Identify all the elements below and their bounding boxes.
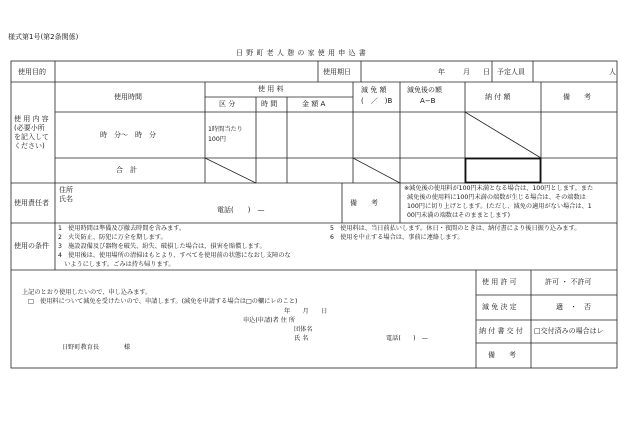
after-reduction-header-2: A−B: [420, 97, 436, 105]
day-label: 日: [483, 68, 490, 76]
note-line-3: 100円に切り上げとします。(ただし、減免の適用がない場合は、1: [407, 203, 592, 210]
office-remarks-label: 備 考: [488, 351, 516, 359]
person-name: 氏 名: [294, 335, 309, 342]
people-unit: 人: [609, 68, 616, 76]
permit-value: 許可 ・ 不許可: [545, 278, 592, 286]
fee-sub-amount: 金 額 A: [302, 100, 326, 108]
applicant-address: 申込(申請)者 住 所: [243, 317, 296, 324]
time-header: 使用時間: [114, 93, 142, 101]
content-label-2: (必要小所: [14, 124, 45, 132]
responsible-label: 使用責任者: [14, 199, 49, 207]
content-label-3: を記入して: [14, 133, 49, 141]
condition-4b: いようにします。ごみは持ち帰ります。: [58, 261, 175, 268]
content-label-4: ください): [14, 142, 45, 150]
application-date: 年 月 日: [284, 308, 328, 315]
people-label: 予定人員: [497, 68, 525, 76]
after-reduction-header-1: 減免後の額: [407, 86, 442, 94]
note-line-1: ※減免後の使用料が100円未満となる場合は、100円とします。また: [404, 185, 594, 192]
name-label: 氏名: [59, 195, 73, 203]
condition-4: 4 使用後は、使用場所の清掃はもとより、すべてを使用前の状態になおし支障のな: [58, 252, 291, 259]
year-label: 年: [438, 68, 445, 76]
purpose-label: 使用目的: [18, 68, 46, 76]
decision-label: 減 免 決 定: [482, 303, 517, 311]
total-label: 合 計: [116, 166, 137, 174]
condition-5: 5 使用料は、当日前払いします。休日・夜間のときは、納付書により後日振り込みます。: [330, 225, 581, 232]
form-number: 様式第1号(第2条関係): [8, 33, 79, 41]
condition-2: 2 火災防止、防犯に万全を期します。: [58, 234, 167, 241]
conditions-label: 使用の条件: [14, 242, 49, 250]
responsible-remarks-label: 備 考: [350, 199, 378, 207]
org-name: 団体名: [294, 326, 313, 333]
form-title: 日 野 町 老 人 憩 の 家 使 用 申 込 書: [236, 49, 367, 57]
content-label-1: 使 用 内 容: [14, 115, 49, 123]
decision-value: 適 ・ 否: [556, 303, 591, 311]
fee-header: 使 用 料: [258, 85, 284, 93]
paid-header: 納 付 額: [485, 93, 511, 101]
month-label: 月: [463, 68, 470, 76]
time-value: 時 分〜 時 分: [100, 131, 156, 139]
fee-rate-1: 1時間当たり: [208, 126, 243, 133]
date-label: 使用期日: [323, 68, 351, 76]
fee-sub-category: 区 分: [219, 100, 236, 108]
note-line-4: 00円未満の端数はそのままとします): [407, 212, 511, 219]
receipt-value: □交付済みの場合はレ: [534, 327, 604, 335]
addressee: 日野町教育長 様: [62, 344, 131, 351]
condition-3: 3 施設設備及び器物を破失、紛失、破損した場合は、損害を賠償します。: [58, 243, 266, 250]
application-line-1: 上記のとおり使用したいので、申し込みます。: [22, 289, 152, 296]
application-phone: 電話( ) —: [386, 335, 428, 342]
condition-1: 1 使用時間は準備及び撤去時間を含みます。: [58, 225, 186, 232]
reduction-header-1: 減 免 額: [361, 86, 387, 94]
condition-6: 6 使用を中止する場合は、事前に連絡します。: [330, 234, 464, 241]
address-label: 住所: [59, 186, 73, 194]
responsible-phone: 電話( ) —: [217, 206, 265, 214]
note-line-2: 減免後の使用料に100円未満の端数が生じる場合は、その端数は: [407, 194, 586, 201]
application-line-2: □ 使用料について減免を受けたいので、申請します。(減免を申請する場合は□の欄にレのこと): [28, 298, 298, 305]
remarks-header: 備 考: [563, 93, 591, 101]
fee-sub-hours: 時 間: [261, 100, 278, 108]
receipt-label: 納 付 書 交 付: [479, 327, 523, 335]
reduction-header-2: ( ／ )B: [361, 97, 393, 105]
permit-label: 使 用 許 可: [482, 278, 517, 286]
fee-rate-2: 100円: [208, 136, 226, 143]
